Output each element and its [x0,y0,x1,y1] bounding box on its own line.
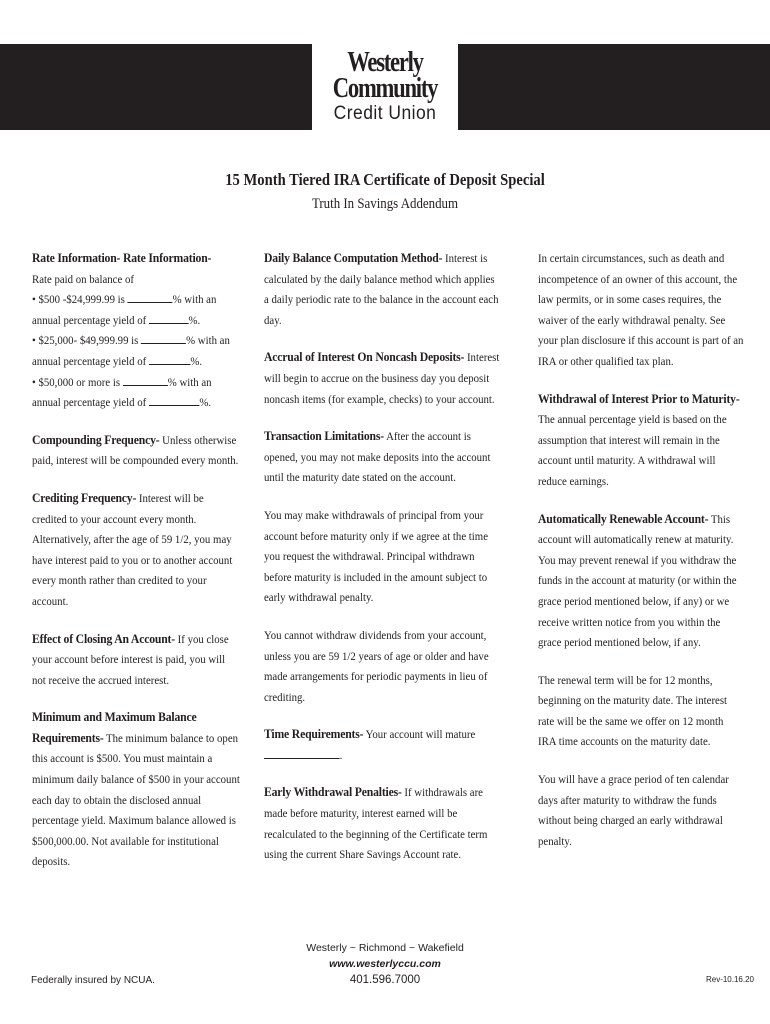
document-title: 15 Month Tiered IRA Certificate of Deposit Special [225,170,545,189]
min-max-balance-heading: Minimum and Maximum Balance Requirements- [32,709,197,745]
compounding-heading: Compounding Frequency- [32,431,160,447]
time-requirements-end: . [339,747,343,762]
tier2-period: %. [190,353,203,368]
daily-balance-heading: Daily Balance Computation Method- [264,250,443,265]
logo-line-westerly: Westerly [347,46,423,78]
withdrawal-interest-heading: Withdrawal of Interest Prior to Maturity- [538,390,740,406]
credit-union-logo [312,44,458,130]
tier1-apy-blank [149,311,189,324]
time-requirements-section [264,724,500,765]
tier1-rate-blank [128,290,173,303]
time-requirements-text: Your account will mature [365,727,476,742]
maturity-date-blank [264,746,340,759]
closing-account-text: If you close your account before interest is paid, you will not receive the accrued interest. [32,631,229,687]
renewable-account-text: This account will automatically renew at maturity. You may prevent renewal if you withdraw the funds in the account at maturity (or within the grace period mentioned below, if any) or we receive written notice from you within the grace period mentioned below, if any. [538,511,737,650]
tier3-prefix: • $50,000 or more is [32,374,121,389]
transaction-limitations-text: After the account is opened, you may not make deposits into the account until the maturity date stated on the account. [264,429,491,485]
min-max-balance-text: The minimum balance to open this account is $500. You must maintain a minimum daily balance of $500 in your account each day to obtain the disclosed annual percentage yield. Maximum balance allowed is $500,000.00. Not available for institutional deposits. [32,730,240,869]
ncua-notice: Federally insured by NCUA. [31,975,155,986]
column-left [32,248,258,889]
column-middle [264,248,504,882]
tier1-period: %. [188,312,201,327]
dividends-paragraph: You cannot withdraw dividends from your account, unless you are 59 1/2 years of age or older and have made arrangements for periodic payments in lieu of crediting. [264,627,489,704]
tier3-mid: % with an annual percentage yield of [32,374,212,410]
closing-account-heading: Effect of Closing An Account- [32,630,175,646]
early-withdrawal-text: If withdrawals are made before maturity, interest earned will be recalculated to the beginning of the Certificate term using the current Share Savings Account rate. [264,785,488,862]
footer-phone: 401.596.7000 [349,974,421,986]
logo-line-credit-union: Credit Union [333,103,437,124]
daily-balance-text: Interest is calculated by the daily balance method which applies a daily periodic rate to the balance in the account each day. [264,251,499,327]
tier3-period: %. [199,395,212,410]
revision-code: Rev-10.16.20 [705,975,754,984]
rate-information-section [32,248,241,413]
compounding-text: Unless otherwise paid, interest will be compounded every month. [32,432,239,468]
accrual-section [264,347,500,409]
footer-branches: Westerly ~ Richmond ~ Wakefield [306,942,464,954]
tier1-mid: % with an annual percentage yield of [32,292,217,327]
tier3-apy-blank [149,393,199,406]
principal-withdrawal-paragraph: You may make withdrawals of principal from your account before maturity only if we agree at the time you request the withdrawal. Principal withdrawn before maturity is included in the amount subject to early withdrawal penalty. [264,507,489,605]
time-requirements-heading: Time Requirements- [264,726,364,742]
footer-website-link[interactable]: www.westerlyccu.com [329,958,441,970]
grace-period-paragraph: You will have a grace period of ten calendar days after maturity to withdraw the funds without being charged an early withdrawal penalty. [538,772,729,848]
accrual-heading: Accrual of Interest On Noncash Deposits- [264,349,465,365]
logo-line-community: Community [332,72,438,104]
tier2-apy-blank [149,352,190,365]
rate-intro: Rate paid on balance of [32,271,134,286]
tier2-prefix: • $25,000- $49,999.99 is [32,333,139,348]
crediting-heading: Crediting Frequency- [32,489,137,505]
closing-account-section [32,629,241,691]
document-subtitle: Truth In Savings Addendum [311,196,459,212]
daily-balance-section [264,248,500,330]
renewable-account-section [538,509,744,653]
rate-information-heading: Rate Information- Rate Information- [32,250,212,265]
accrual-text: Interest will begin to accrue on the business day you deposit noncash items (for example, checks) to your account. [264,350,500,406]
transaction-limitations-section [264,426,500,488]
renewable-account-heading: Automatically Renewable Account- [538,510,709,526]
early-withdrawal-section [264,782,500,864]
withdrawal-interest-text: The annual percentage yield is based on the assumption that interest will remain in the account until maturity. A withdrawal will reduce earnings. [538,412,727,488]
transaction-limitations-heading: Transaction Limitations- [264,428,384,444]
penalty-waiver-paragraph: In certain circumstances, such as death and incompetence of an owner of this account, the law permits, or in some cases requires, the waiver of the early withdrawal penalty. See your plan disclosure if this account is part of an IRA or other qualified tax plan. [538,251,744,368]
min-max-balance-section [32,707,241,872]
tier1-prefix: • $500 -$24,999.99 is [32,292,125,307]
tier2-rate-blank [141,331,186,344]
compounding-section [32,430,241,471]
crediting-section [32,488,241,612]
tier2-mid: % with an annual percentage yield of [32,333,230,368]
column-right [538,248,746,868]
crediting-text: Interest will be credited to your account every month. Alternatively, after the age of 59 1/2, you may have interest paid to you or to another account every month rather than credited to your account. [32,490,233,608]
withdrawal-interest-section [538,389,744,492]
renewal-term-paragraph: The renewal term will be for 12 months, beginning on the maturity date. The interest rate will be the same we offer on 12 month IRA time accounts on the maturity date. [538,672,728,749]
early-withdrawal-heading: Early Withdrawal Penalties- [264,784,402,800]
tier3-rate-blank [123,373,168,386]
